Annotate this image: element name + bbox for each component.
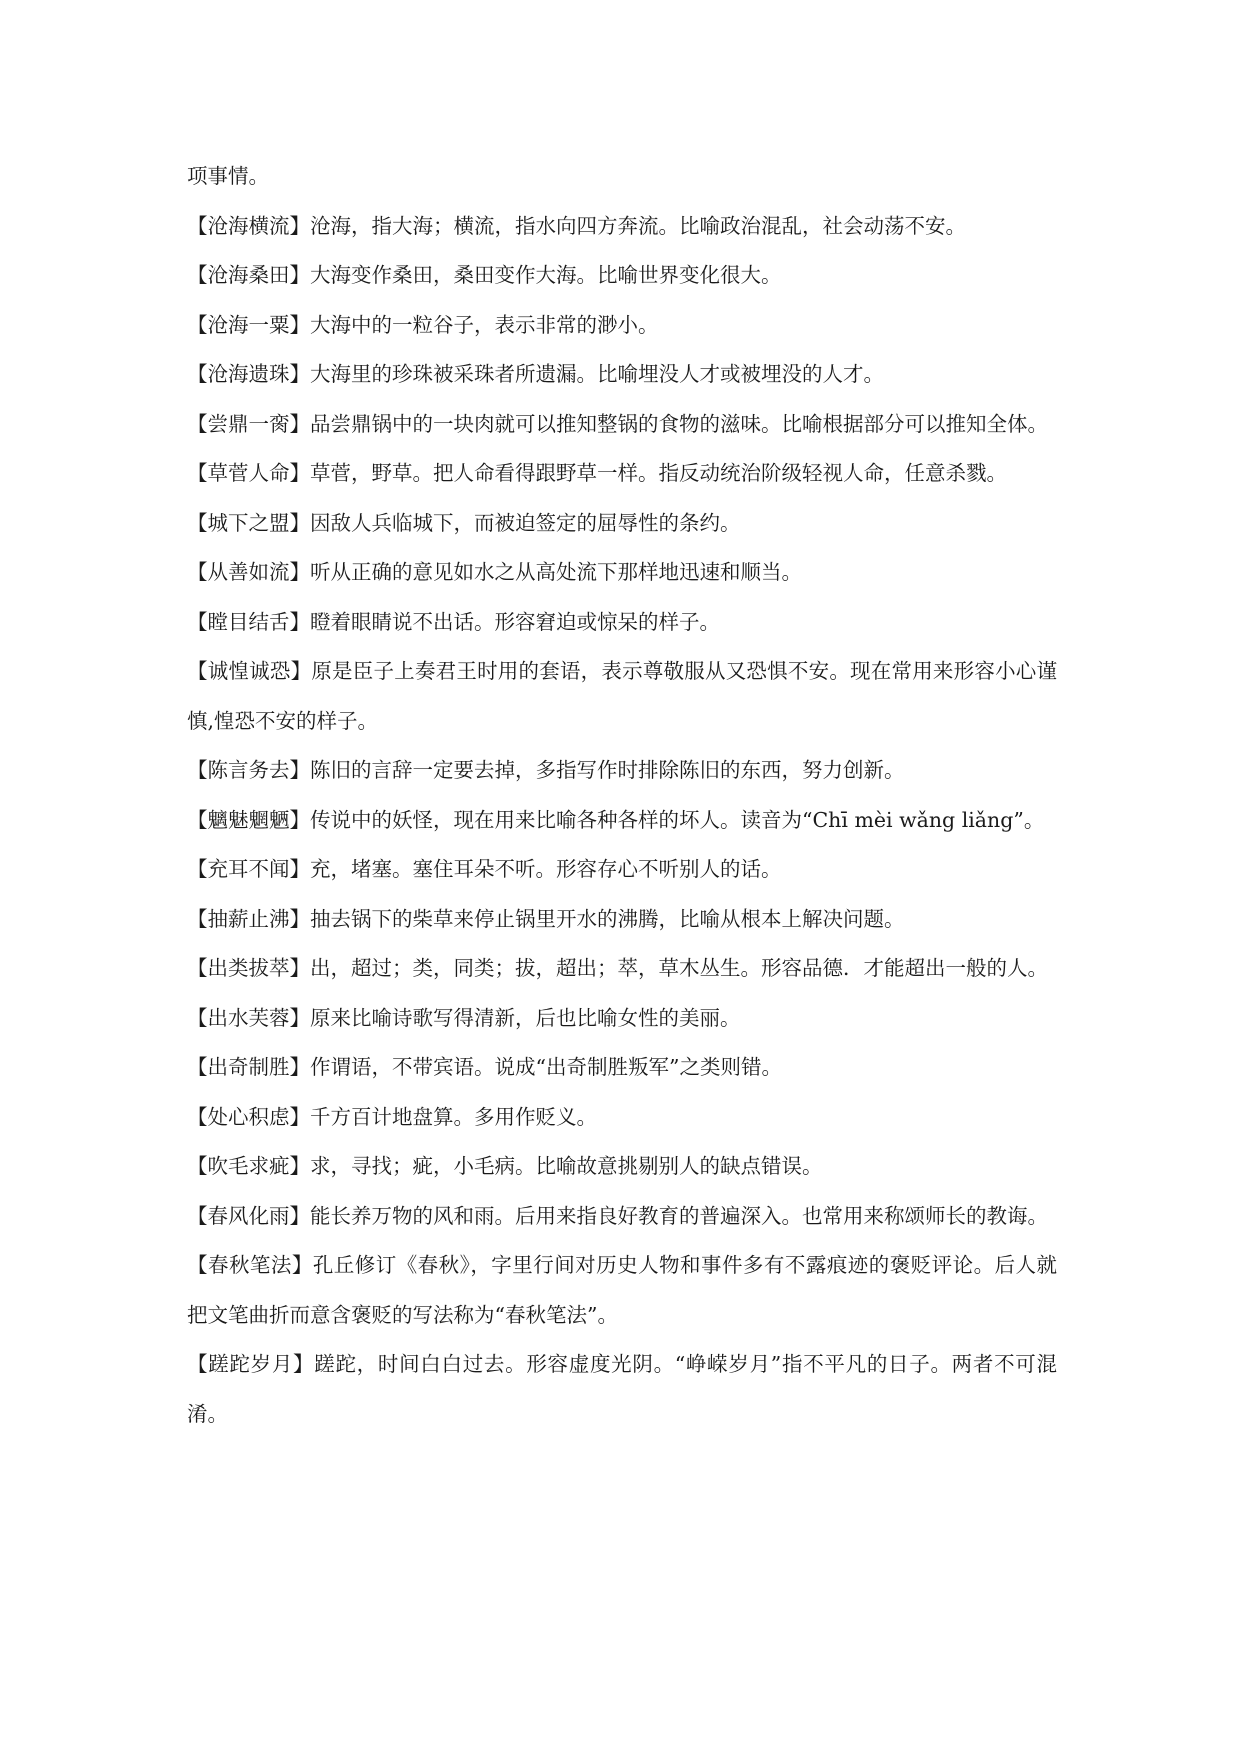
idiom-term: 【诚惶诚恐】: [187, 659, 312, 683]
idiom-term: 【吹毛求疵】: [187, 1154, 310, 1178]
idiom-entry: [187, 1340, 1057, 1439]
idiom-entry: [187, 1192, 1057, 1242]
idiom-term: 【春风化雨】: [187, 1203, 310, 1228]
idiom-entry: [187, 647, 1057, 746]
idiom-entry: [187, 994, 1057, 1044]
idiom-term: 【沧海一粟】: [187, 312, 310, 337]
idiom-entry: [187, 499, 1057, 549]
idiom-term: 【蹉跎岁月】: [187, 1352, 315, 1376]
idiom-term: 【城下之盟】: [187, 510, 310, 535]
idiom-term: 【处心积虑】: [187, 1104, 310, 1129]
document-page: [187, 152, 1057, 1439]
idiom-definition: 千方百计地盘算。多用作贬义。: [310, 1104, 597, 1129]
idiom-definition: 大海里的珍珠被采珠者所遗漏。比喻埋没人才或被埋没的人才。: [310, 362, 884, 386]
idiom-entry: [187, 796, 1057, 846]
idiom-term: 【充耳不闻】: [187, 857, 310, 881]
idiom-definition: 原来比喻诗歌写得清新，后也比喻女性的美丽。: [310, 1005, 741, 1030]
idiom-definition: 充，堵塞。塞住耳朵不听。形容存心不听别人的话。: [310, 857, 782, 881]
idiom-entry: [187, 350, 1057, 400]
idiom-definition: 听从正确的意见如水之从高处流下那样地迅速和顺当。: [310, 560, 802, 584]
idiom-term: 【从善如流】: [187, 560, 310, 584]
idiom-definition: 作谓语，不带宾语。说成“出奇制胜叛军”之类则错。: [310, 1055, 782, 1079]
idiom-definition: 瞪着眼睛说不出话。形容窘迫或惊呆的样子。: [310, 609, 720, 634]
idiom-entry: [187, 845, 1057, 895]
idiom-term: 【出奇制胜】: [187, 1055, 310, 1079]
idiom-term: 【抽薪止沸】: [187, 906, 310, 931]
idiom-entry: [187, 598, 1057, 648]
idiom-entry: [187, 251, 1057, 301]
idiom-term: 【魑魅魍魉】: [187, 807, 310, 832]
idiom-definition: 抽去锅下的柴草来停止锅里开水的沸腾，比喻从根本上解决问题。: [310, 906, 905, 931]
idiom-entry: [187, 1241, 1057, 1340]
idiom-entry: [187, 301, 1057, 351]
idiom-definition: 大海中的一粒谷子，表示非常的渺小。: [310, 312, 659, 337]
idiom-entry: [187, 1093, 1057, 1143]
idiom-definition: 沧海，指大海；横流，指水向四方奔流。比喻政治混乱，社会动荡不安。: [310, 213, 966, 238]
idiom-entry: [187, 548, 1057, 598]
idiom-definition: 求，寻找；疵，小毛病。比喻故意挑剔别人的缺点错误。: [310, 1154, 823, 1178]
idiom-term: 【尝鼎一脔】: [187, 411, 310, 436]
idiom-term: 【春秋笔法】: [187, 1253, 313, 1277]
idiom-entry: [187, 449, 1057, 499]
idiom-entry: [187, 400, 1057, 450]
idiom-entry: [187, 202, 1057, 252]
idiom-definition: 因敌人兵临城下，而被迫签定的屈辱性的条约。: [310, 510, 741, 535]
idiom-term: 【沧海横流】: [187, 213, 310, 238]
idiom-term: 【草菅人命】: [187, 461, 310, 485]
idiom-term: 【沧海遗珠】: [187, 362, 310, 386]
idiom-entry: [187, 1142, 1057, 1192]
idiom-definition: 能长养万物的风和雨。后用来指良好教育的普遍深入。也常用来称颂师长的教诲。: [310, 1203, 1048, 1228]
idiom-entry: [187, 944, 1057, 994]
idiom-entry: [187, 746, 1057, 796]
idiom-term: 【瞠目结舌】: [187, 609, 310, 634]
idiom-entry: [187, 895, 1057, 945]
idiom-definition: 草菅，野草。把人命看得跟野草一样。指反动统治阶级轻视人命，任意杀戮。: [310, 461, 1007, 485]
idiom-definition: 陈旧的言辞一定要去掉，多指写作时排除陈旧的东西，努力创新。: [310, 758, 905, 782]
idiom-definition: 大海变作桑田，桑田变作大海。比喻世界变化很大。: [310, 263, 782, 287]
idiom-term: 【出类拔萃】: [187, 956, 310, 980]
idiom-entry: [187, 1043, 1057, 1093]
idiom-definition: 出，超过；类，同类；拔，超出；萃，草木丛生。形容品德．才能超出一般的人。: [310, 956, 1048, 980]
idiom-definition: 品尝鼎锅中的一块肉就可以推知整锅的食物的滋味。比喻根据部分可以推知全体。: [310, 411, 1048, 436]
idiom-definition: 传说中的妖怪，现在用来比喻各种各样的坏人。读音为“Chī mèi wǎng liǎng”。: [310, 807, 1045, 832]
idiom-definition: 孔丘修订《春秋》，字里行间对历史人物和事件多有不露痕迹的褒贬评论。后人就把文笔曲折而意含褒贬的写法称为“春秋笔法”。: [187, 1253, 1058, 1327]
idiom-entry: [187, 152, 1057, 202]
idiom-term: 【沧海桑田】: [187, 263, 310, 287]
idiom-definition: 蹉跎，时间白白过去。形容虚度光阴。“峥嵘岁月”指不平凡的日子。两者不可混淆。: [187, 1352, 1057, 1426]
idiom-term: 【出水芙蓉】: [187, 1005, 310, 1030]
idiom-term: 【陈言务去】: [187, 758, 310, 782]
idiom-definition: 项事情。: [187, 164, 269, 188]
idiom-definition: 原是臣子上奏君王时用的套语，表示尊敬服从又恐惧不安。现在常用来形容小心谨慎,惶恐不安的样子。: [187, 659, 1058, 733]
